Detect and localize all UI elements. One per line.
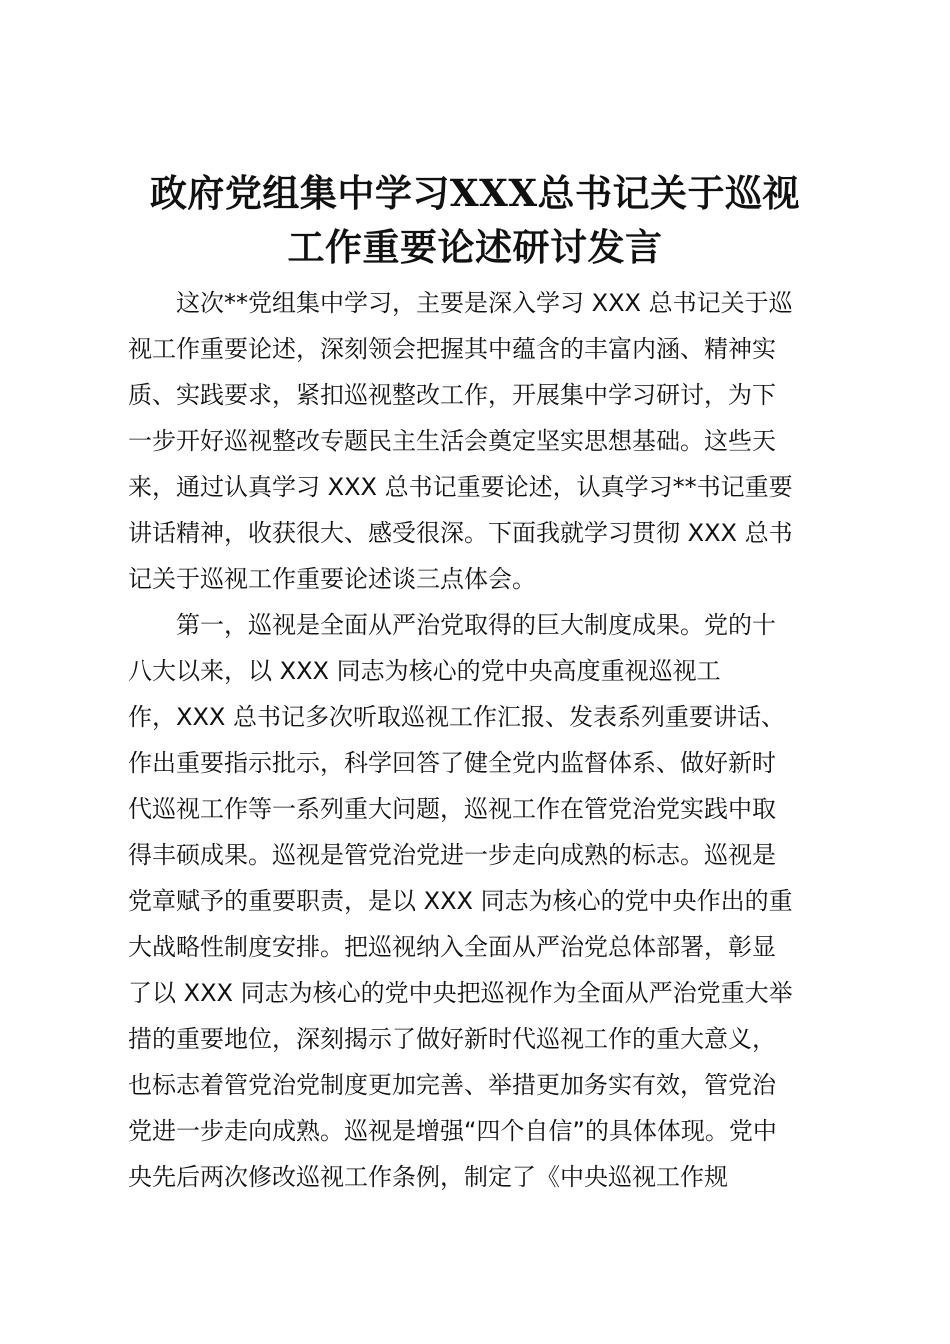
document-title <box>110 166 840 274</box>
paragraph-line: 央先后两次修改巡视工作条例，制定了《中央巡视工作规 <box>128 1163 728 1191</box>
paragraph-line: 八大以来，以 XXX 同志为核心的党中央高度重视巡视工 <box>128 657 721 685</box>
paragraph-line: 记关于巡视工作重要论述谈三点体会。 <box>128 565 536 593</box>
paragraph-line: 大战略性制度安排。把巡视纳入全面从严治党总体部署，彰显 <box>128 933 776 961</box>
paragraph-2 <box>128 602 838 1200</box>
paragraph-1 <box>128 280 838 602</box>
paragraph-line: 这次**党组集中学习，主要是深入学习 XXX 总书记关于巡 <box>176 289 793 317</box>
paragraph-line: 讲话精神，收获很大、感受很深。下面我就学习贯彻 XXX 总书 <box>128 519 793 547</box>
paragraph-line: 作，XXX 总书记多次听取巡视工作汇报、发表系列重要讲话、 <box>128 703 785 731</box>
paragraph-line: 也标志着管党治党制度更加完善、举措更加务实有效，管党治 <box>128 1071 776 1099</box>
paragraph-line: 视工作重要论述，深刻领会把握其中蕴含的丰富内涵、精神实 <box>128 335 776 363</box>
paragraph-line: 党章赋予的重要职责，是以 XXX 同志为核心的党中央作出的重 <box>128 887 793 915</box>
paragraph-line: 来，通过认真学习 XXX 总书记重要论述，认真学习**书记重要 <box>128 473 793 501</box>
paragraph-line: 得丰硕成果。巡视是管党治党进一步走向成熟的标志。巡视是 <box>128 841 776 869</box>
document-body <box>128 280 838 1200</box>
paragraph-line: 作出重要指示批示，科学回答了健全党内监督体系、做好新时 <box>128 749 776 777</box>
paragraph-line: 质、实践要求，紧扣巡视整改工作，开展集中学习研讨，为下 <box>128 381 776 409</box>
title-line-2: 工作重要论述研讨发言 <box>287 225 663 269</box>
paragraph-line: 了以 XXX 同志为核心的党中央把巡视作为全面从严治党重大举 <box>128 979 793 1007</box>
paragraph-line: 第一，巡视是全面从严治党取得的巨大制度成果。党的十 <box>176 611 776 639</box>
paragraph-line: 代巡视工作等一系列重大问题，巡视工作在管党治党实践中取 <box>128 795 776 823</box>
paragraph-line: 措的重要地位，深刻揭示了做好新时代巡视工作的重大意义， <box>128 1025 776 1053</box>
paragraph-line: 一步开好巡视整改专题民主生活会奠定坚实思想基础。这些天 <box>128 427 776 455</box>
title-line-1: 政府党组集中学习XXX总书记关于巡视 <box>149 171 801 215</box>
paragraph-line: 党进一步走向成熟。巡视是增强“四个自信”的具体体现。党中 <box>128 1117 777 1145</box>
